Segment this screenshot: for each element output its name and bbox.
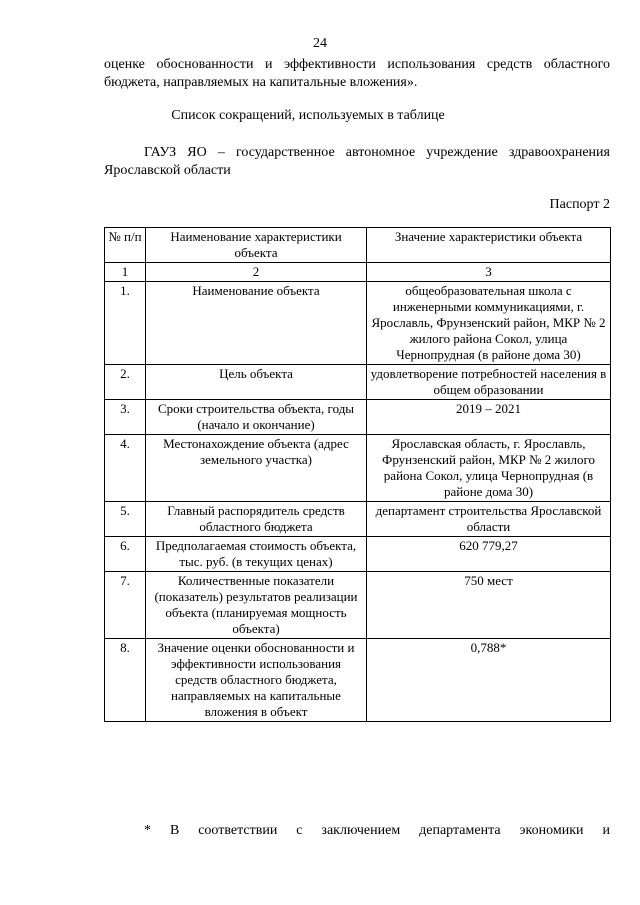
table-row (105, 282, 611, 365)
row-name: Предполагаемая стоимость объекта, тыс. руб. (в текущих ценах) (146, 537, 367, 572)
table-row (105, 502, 611, 537)
row-value: общеобразовательная школа с инженерными коммуникациями, г. Ярославль, Фрунзенский район, МКР № 2 жилого района Сокол, улица Чернопрудная (в районе дома 30) (367, 282, 611, 365)
row-value: Ярославская область, г. Ярославль, Фрунзенский район, МКР № 2 жилого района Сокол, улица Чернопрудная (в районе дома 30) (367, 435, 611, 502)
row-number: 3. (105, 400, 146, 435)
column-number: 2 (146, 263, 367, 282)
footnote-word: заключением (321, 823, 401, 838)
row-name: Местонахождение объекта (адрес земельного участка) (146, 435, 367, 502)
footnote-word: соответствии (198, 823, 278, 838)
row-value: 620 779,27 (367, 537, 611, 572)
table-row (105, 435, 611, 502)
footnote-word: В (169, 823, 180, 838)
row-name: Значение оценки обоснованности и эффективности использования средств областного бюджета, направляемых на капитальные вложения в объект (146, 639, 367, 722)
table-header-row (105, 228, 611, 263)
row-number: 4. (105, 435, 146, 502)
row-number: 6. (105, 537, 146, 572)
table-row (105, 537, 611, 572)
row-number: 2. (105, 365, 146, 400)
row-number: 5. (105, 502, 146, 537)
intro-paragraph: оценке обоснованности и эффективности использования средств областного бюджета, направляемых на капитальные вложения». (104, 57, 610, 90)
row-number: 8. (105, 639, 146, 722)
row-number: 1. (105, 282, 146, 365)
footnote-word: с (296, 823, 303, 838)
row-name: Сроки строительства объекта, годы (начало и окончание) (146, 400, 367, 435)
table-row (105, 572, 611, 639)
header-characteristic-name: Наименование характеристики объекта (146, 228, 367, 263)
row-number: 7. (105, 572, 146, 639)
row-name: Количественные показатели (показатель) результатов реализации объекта (планируемая мощность объекта) (146, 572, 367, 639)
row-value: 2019 – 2021 (367, 400, 611, 435)
footnote-word: департамента (419, 823, 501, 838)
passport-label: Паспорт 2 (549, 197, 610, 212)
row-name: Главный распорядитель средств областного бюджета (146, 502, 367, 537)
abbreviation-list-title: Список сокращений, используемых в таблице (171, 108, 445, 123)
page-number: 24 (313, 36, 327, 51)
footnote-word: экономики (519, 823, 584, 838)
footnote-line (104, 822, 610, 840)
table-row (105, 639, 611, 722)
table-row (105, 365, 611, 400)
column-number: 3 (367, 263, 611, 282)
footnote-word: и (602, 823, 610, 838)
row-value: 0,788* (367, 639, 611, 722)
row-value: удовлетворение потребностей населения в общем образовании (367, 365, 611, 400)
row-value: 750 мест (367, 572, 611, 639)
footnote-word: * (144, 823, 151, 838)
abbreviation-entry: ГАУЗ ЯО – государственное автономное учреждение здравоохранения Ярославской области (104, 145, 610, 178)
row-name: Наименование объекта (146, 282, 367, 365)
row-value: департамент строительства Ярославской области (367, 502, 611, 537)
column-number-row (105, 263, 611, 282)
column-number: 1 (105, 263, 146, 282)
row-name: Цель объекта (146, 365, 367, 400)
passport-table (104, 227, 611, 722)
header-number: № п/п (105, 228, 146, 263)
table-row (105, 400, 611, 435)
header-characteristic-value: Значение характеристики объекта (367, 228, 611, 263)
